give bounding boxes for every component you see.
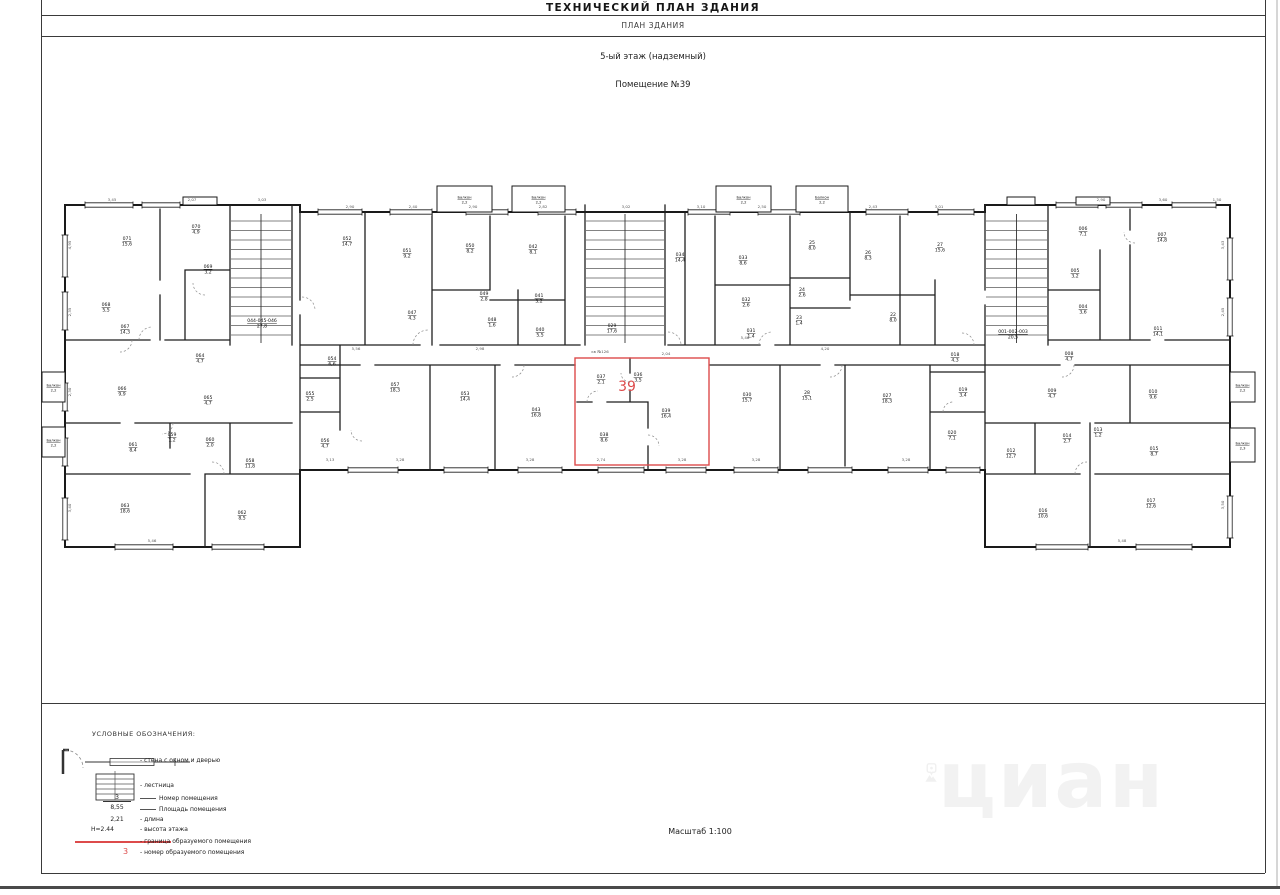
svg-text:Балкон2,2: Балкон 2,2: [814, 195, 830, 205]
svg-text:0519,2: 051 9,2: [402, 249, 412, 260]
legend-wall-label: - стена с окном и дверью: [140, 757, 221, 764]
svg-text:0602,0: 060 2,0: [205, 438, 215, 449]
dimension-label: 2,90: [468, 204, 478, 209]
dimension-label: 5,46: [740, 335, 750, 340]
svg-text:05214,7: 052 14,7: [341, 237, 353, 248]
dimension-label: 2,90: [1096, 197, 1106, 202]
room-label: [480, 291, 489, 302]
dimension-label: 2,40: [408, 204, 418, 209]
room-label: [1079, 226, 1088, 237]
room-label: [889, 312, 896, 323]
svg-text:258,0: 25 8,0: [808, 241, 816, 252]
room-label: [634, 372, 643, 383]
svg-text:2815,1: 28 15,1: [801, 391, 813, 402]
legend-length-label: - длина: [140, 816, 164, 823]
room-label: [948, 430, 957, 441]
document-title: ТЕХНИЧЕСКИЙ ПЛАН ЗДАНИЯ: [545, 2, 761, 14]
legend-height-label: - высота этажа: [140, 826, 188, 833]
inner-walls: [65, 205, 1230, 547]
room-label: [536, 327, 545, 338]
room-label: [488, 317, 497, 328]
room-label: [204, 395, 213, 406]
room-label: [321, 438, 330, 449]
room-label: [535, 293, 544, 304]
dimension-label: 2,35: [67, 307, 72, 317]
room-label: [935, 242, 945, 253]
room-label: [802, 390, 812, 401]
svg-text:06714,3: 067 14,3: [119, 325, 131, 336]
svg-text:0311,4: 031 1,4: [746, 329, 756, 340]
room-label: [245, 458, 255, 469]
legend-boundary-label: - граница образуемого помещения: [140, 838, 252, 845]
dimension-label: 1,50: [1212, 197, 1222, 202]
legend-room-area-value: 8,55: [110, 804, 124, 811]
legend-red-number-label: - номер образуемого помещения: [140, 849, 245, 856]
legend-length-value: 2,21: [110, 816, 124, 823]
svg-text:0552,5: 055 2,5: [305, 392, 315, 403]
dimension-label: 4,20: [820, 346, 830, 351]
dimension-label: 3,50: [1220, 500, 1225, 510]
room-label: [1149, 389, 1158, 400]
room-label: [1157, 232, 1167, 243]
room-label: [998, 329, 1028, 340]
svg-text:04316,8: 043 16,8: [530, 408, 542, 419]
legend: [55, 724, 395, 868]
room-label: [675, 252, 685, 263]
room-label: [808, 240, 815, 251]
legend-red-number-value: 3: [123, 847, 129, 856]
room-label: [120, 324, 130, 335]
leader-line: [140, 809, 156, 810]
room-label: [390, 382, 400, 393]
svg-text:0564,7: 056 4,7: [320, 439, 330, 450]
balcony: [1007, 197, 1035, 205]
room-label: [1150, 446, 1159, 457]
svg-text:228,0: 22 8,0: [889, 313, 897, 324]
room-label: [597, 374, 606, 385]
room-label: [238, 510, 247, 521]
room-label: [1063, 433, 1072, 444]
balcony: [796, 186, 848, 212]
dimension-label: 2,07: [187, 197, 197, 202]
room-label: [1094, 427, 1103, 438]
dimension-label: 2,45: [1220, 307, 1225, 317]
svg-text:0474,3: 047 4,3: [407, 311, 417, 322]
dimension-label: 2,90: [345, 204, 355, 209]
balcony: [42, 372, 65, 402]
dimension-label: 2,04: [661, 351, 671, 356]
svg-text:05811,8: 058 11,8: [244, 459, 256, 470]
room-label: [192, 224, 201, 235]
room-label: [531, 407, 541, 418]
legend-title: УСЛОВНЫЕ ОБОЗНАЧЕНИЯ:: [92, 730, 196, 738]
svg-text:0546,6: 054 6,6: [327, 357, 337, 368]
room-label: [798, 287, 805, 298]
svg-text:0405,5: 040 5,5: [535, 328, 545, 339]
svg-text:Балкон2,2: Балкон 2,2: [46, 383, 61, 393]
room-label: [168, 432, 177, 443]
svg-text:0481,6: 048 1,6: [487, 318, 497, 329]
watermark-text: циан: [938, 735, 1165, 826]
svg-text:0043,6: 004 3,6: [1078, 305, 1088, 316]
room-label: [204, 264, 213, 275]
svg-text:0094,7: 009 4,7: [1047, 389, 1057, 400]
dimension-label: 3,40: [67, 503, 72, 513]
dimension-label: 2,50: [757, 204, 767, 209]
svg-text:0322,6: 032 2,6: [741, 298, 751, 309]
balcony: [1230, 428, 1255, 462]
room-label: [1065, 351, 1074, 362]
svg-text:Балкон2,2: Балкон 2,2: [736, 195, 751, 205]
svg-text:0053,2: 005 3,2: [1070, 269, 1080, 280]
room-label: [403, 248, 412, 259]
room-label: [247, 318, 277, 329]
svg-text:03916,4: 039 16,4: [660, 409, 672, 420]
svg-text:0618,4: 061 8,4: [128, 443, 138, 454]
balcony: [437, 186, 492, 212]
svg-text:0207,1: 020 7,1: [947, 431, 957, 442]
svg-text:05718,3: 057 18,3: [389, 383, 401, 394]
room-label: [306, 391, 315, 402]
svg-text:01610,6: 016 10,6: [1037, 509, 1049, 520]
dimension-label: 2,30: [67, 387, 72, 397]
svg-text:0109,6: 010 9,6: [1148, 390, 1158, 401]
dimension-label: 2,74: [596, 457, 606, 462]
svg-text:07115,6: 071 15,6: [121, 237, 133, 248]
svg-text:Балкон2,2: Балкон 2,2: [1235, 383, 1250, 393]
svg-text:05314,4: 053 14,4: [459, 392, 471, 403]
room-label: [864, 250, 871, 261]
room-label: [661, 408, 671, 419]
svg-text:Балкон2,2: Балкон 2,2: [46, 438, 61, 448]
svg-text:0628,5: 062 8,5: [237, 511, 247, 522]
svg-text:231,4: 23 1,4: [795, 316, 803, 327]
dimension-label: 3,02: [621, 204, 631, 209]
legend-room-area-label: Площадь помещения: [140, 806, 227, 813]
svg-text:2715,6: 27 15,6: [934, 243, 946, 254]
svg-text:0193,4: 019 3,4: [958, 388, 968, 399]
svg-text:02718,3: 027 18,3: [881, 394, 893, 405]
svg-text:0158,7: 015 8,7: [1149, 447, 1159, 458]
svg-text:0338,6: 033 8,6: [738, 256, 748, 267]
room-label: [122, 236, 132, 247]
leader-line: [140, 798, 156, 799]
svg-text:0669,9: 066 9,9: [117, 387, 127, 398]
legend-room-number-label: Номер помещения: [140, 795, 218, 802]
dimension-label: 2,82: [538, 204, 548, 209]
svg-text:268,3: 26 8,3: [864, 251, 872, 262]
room-label: [739, 255, 748, 266]
room-label: [959, 387, 968, 398]
legend-height-value: Н=2.44: [91, 826, 114, 833]
legend-stairs-label: - лестница: [140, 782, 174, 789]
dimension-label: 3,28: [751, 457, 761, 462]
room-label: [120, 503, 130, 514]
room-label: [1146, 498, 1156, 509]
balcony: [1230, 372, 1255, 402]
svg-text:06318,6: 063 18,6: [119, 504, 131, 515]
floor-label: 5-ый этаж (надземный): [600, 52, 706, 62]
room-label: [466, 243, 475, 254]
room-label: [882, 393, 892, 404]
svg-text:01712,6: 017 12,6: [1145, 499, 1157, 510]
room-label: [600, 432, 609, 443]
dimension-label: 3,13: [325, 457, 335, 462]
room-label: [206, 437, 215, 448]
svg-text:0131,2: 013 1,2: [1093, 428, 1103, 439]
svg-text:0685,5: 068 5,5: [101, 303, 111, 314]
room-label: [118, 386, 127, 397]
svg-text:0693,2: 069 3,2: [203, 265, 213, 276]
svg-text:0084,7: 008 4,7: [1064, 352, 1074, 363]
svg-text:0428,1: 042 8,1: [528, 245, 538, 256]
svg-text:242,6: 24 2,6: [798, 288, 806, 299]
room-label: [742, 297, 751, 308]
svg-text:00714,8: 007 14,8: [1156, 233, 1168, 244]
svg-text:0413,2: 041 3,2: [534, 294, 544, 305]
dimension-label: 3,03: [257, 197, 267, 202]
svg-text:0508,2: 050 8,2: [465, 244, 475, 255]
svg-text:02917,6: 029 17,6: [606, 324, 618, 335]
room-label: [1153, 326, 1163, 337]
svg-text:01212,7: 012 12,7: [1005, 449, 1017, 460]
dimension-label: 3,28: [901, 457, 911, 462]
svg-text:0184,3: 018 4,3: [950, 353, 960, 364]
room-label: [1048, 388, 1057, 399]
dimension-label: 3,60: [1158, 197, 1168, 202]
svg-text:03414,4: 034 14,4: [674, 253, 686, 264]
dimension-label: 3,01: [934, 204, 944, 209]
room-label: [1071, 268, 1080, 279]
svg-text:Балкон2,3: Балкон 2,3: [1235, 441, 1250, 451]
scale-label: Масштаб 1:100: [668, 827, 732, 836]
room-label: [328, 356, 337, 367]
svg-text:03015,7: 030 15,7: [741, 393, 753, 404]
svg-text:0591,2: 059 1,2: [167, 433, 177, 444]
svg-text:0363,5: 036 3,5: [633, 373, 643, 384]
balcony: [42, 427, 65, 457]
svg-text:001-002-00320,5: 001-002-003 20,5: [998, 330, 1028, 341]
svg-text:01114,1: 011 14,1: [1152, 327, 1164, 338]
legend-room-number-value: 3: [103, 794, 131, 802]
dimension-label: 3,43: [1220, 240, 1225, 250]
window-marks: [62, 202, 1234, 551]
room-label-header: Помещение №39: [615, 80, 691, 90]
svg-text:0644,7: 064 4,7: [195, 354, 205, 365]
room-label: [1079, 304, 1088, 315]
room-label: [951, 352, 960, 363]
svg-text:0654,7: 065 4,7: [203, 396, 213, 407]
svg-text:0142,7: 014 2,7: [1062, 434, 1072, 445]
dimension-label: 3,28: [525, 457, 535, 462]
svg-text:0067,1: 006 7,1: [1078, 227, 1088, 238]
room-label: [1006, 448, 1016, 459]
svg-text:044-045-04627,8: 044-045-046 27,8: [247, 319, 277, 330]
dimension-label: 3,45: [107, 197, 117, 202]
dimension-label: 5,56: [351, 346, 361, 351]
dimension-label: кв №126: [591, 349, 609, 354]
stairs: [986, 214, 1047, 343]
room-label: [795, 315, 802, 326]
room-label: [607, 323, 617, 334]
room-label: [742, 392, 752, 403]
stairs: [586, 214, 664, 343]
room-label: [129, 442, 138, 453]
room-label: [342, 236, 352, 247]
dimension-label: 3,28: [677, 457, 687, 462]
svg-text:0372,1: 037 2,1: [596, 375, 606, 386]
dimension-label: 5,46: [147, 538, 157, 543]
svg-text:Балкон2,2: Балкон 2,2: [531, 195, 546, 205]
room-label: [408, 310, 417, 321]
dimension-label: 5,48: [1117, 538, 1127, 543]
room-label: [196, 353, 205, 364]
room-label: [460, 391, 470, 402]
highlighted-room-number: 39: [618, 379, 636, 395]
building-outline: [65, 205, 1230, 547]
room-label: [102, 302, 111, 313]
document-subtitle: ПЛАН ЗДАНИЯ: [621, 21, 685, 30]
svg-text:Балкон2,2: Балкон 2,2: [457, 195, 472, 205]
dimension-label: 3,10: [696, 204, 706, 209]
dimension-label: 2,98: [475, 346, 485, 351]
room-label: [529, 244, 538, 255]
dimension-label: 3,28: [395, 457, 405, 462]
room-label: [1038, 508, 1048, 519]
dimension-label: 2,43: [868, 204, 878, 209]
svg-text:0492,8: 049 2,8: [479, 292, 489, 303]
dimension-label: 4,95: [67, 240, 72, 250]
svg-text:0388,6: 038 8,6: [599, 433, 609, 444]
svg-text:0704,9: 070 4,9: [191, 225, 201, 236]
